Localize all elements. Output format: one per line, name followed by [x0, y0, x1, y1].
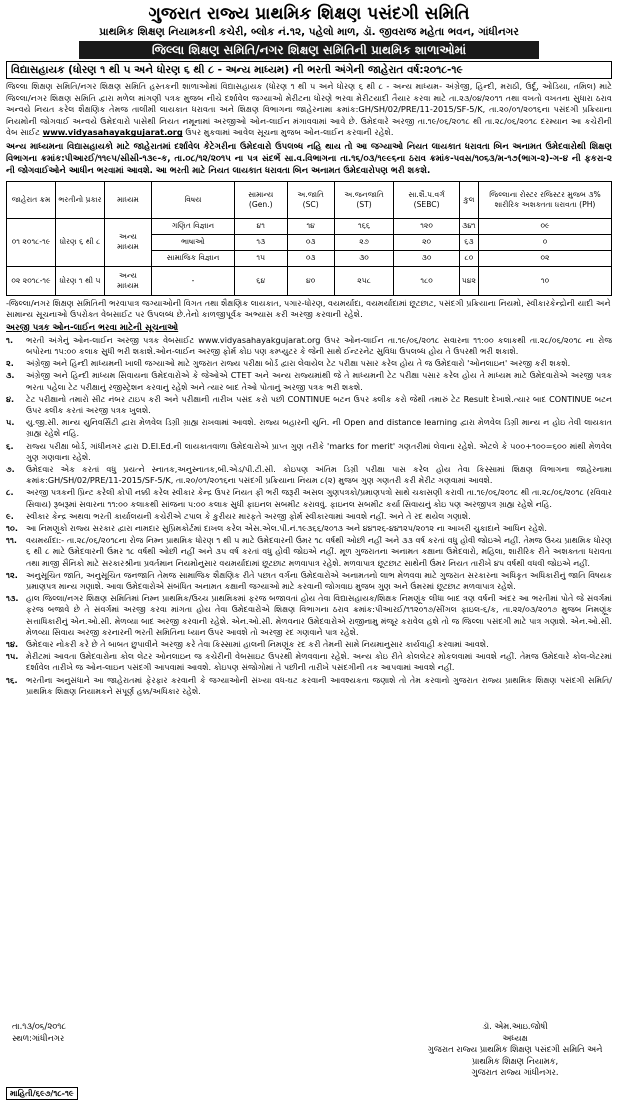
cell-madhyam: અન્ય માધ્યમ [105, 218, 152, 266]
cell-prakar: ધોરણ ૧ થી ૫ [56, 266, 105, 295]
list-item: ૧૬. ભરતીના અનુસંધાને આ જાહેરાતમાં ફેરફાર કરવાની કે જગ્યાઓની સંખ્યા વધ-ઘટ કરવાની આવશ્યકતા જણાશે તો તેમ કરવાનો ગુજરાત રાજ્ય પ્રાથમિક શિક્ષણ પસંદગી સમિતિ/પ્રાથમિક શિક્ષણ નિયામકને સંપૂર્ણ હક્ક/અધિકાર રહેશે. [6, 674, 612, 696]
list-item: ૧૫. મેરીટમાં આવતા ઉમેદવારોના કોલ લેટર ઓનલાઇન જ કચેરીની વેબસાઇટ ઉપરથી મેળવવાના રહેશે. અન્ય કોઇ રીતે કોલલેટર મોકલવામાં આવશે નહીં. તેમજ ઉમેદવારે કોલ-લેટરમાં દર્શાવેલ તારીખે જ ઓન-લાઇન પસંદગી આપવામાં આવશે. કોઇપણ સંજોગોમાં તે પછીની તારીખે પસંદગીની તક આપવામાં આવશે નહીં. [6, 651, 612, 673]
cell-total: ૫૪૨ [459, 266, 478, 295]
list-item: ૧. ભરતી અંગેનું ઓન-લાઈન અરજી પત્રક વેબસાઈટ www.vidyasahayakgujarat.org ઉપર ઓન-લાઈન તા.૧૯/૦૬/૨૦૧૮ સવારના ૧૧:૦૦ કલાકથી તા.૨૮/૦૬/૨૦૧૮ ના રોજ બપોરના ૧૫:૦૦ કલાક સુધી ભરી શકાશે.ઓન-લાઈન અરજી ફોર્મ કોઇ પણ કમ્પ્યુટર કે જેની સાથે ઈન્ટરનેટ સુવિધા ઉપલબ્ધ હોય તે ઉપરથી ભરી શકાશે. [6, 334, 612, 356]
cell-sebc: ૩૦ [394, 250, 459, 266]
cell-prakar: ધોરણ ૬ થી ૮ [56, 218, 105, 266]
col-sc: અ.જાતિ (SC) [287, 181, 334, 218]
col-prakar: ભરતીનો પ્રકાર [56, 181, 105, 218]
cell-sc: ૪૦ [287, 266, 334, 295]
footer-reference: માહિતી/૬૯૭/૧૮-૧૯ [6, 1087, 78, 1100]
general-note: -જિલ્લા/નગર શિક્ષણ સમિતિની ભરવાપાત્ર જગ્યાઓની વિગત તથા શૈક્ષણિક લાયકાત, પગાર-ધોરણ, વયમર્યાદા, વયમર્યાદામાં છૂટછાટ, પસંદગી પ્રક્રિયાના નિયમો, સ્વીકારકેન્દ્રોની યાદી અને સામાન્ય સૂચનાઓ ઉપરોક્ત વેબસાઈટ પર ઉપલબ્ધ છે.તેનો કાળજીપૂર્વક અભ્યાસ કરી અરજી કરવાની રહેશે. [6, 297, 611, 320]
list-item: ૨. અંગ્રેજી અને હિન્દી માધ્યમની ખાલી જગ્યાઓ માટે ગુજરાત રાજ્ય પરીક્ષા બોર્ડ દ્વારા લેવાયેલ ટેટ પરીક્ષા પસાર કરેલ હોય તે જ ઉમેદવારો 'ઓનલાઇન' અરજી કરી શકશે. [6, 358, 571, 369]
cell-total: ૬૩ [459, 234, 478, 250]
cell-subject: સામાજિક વિજ્ઞાન [152, 250, 235, 266]
cell-ph: ૦૯ [479, 218, 612, 234]
col-sebc: સા.શૈ.પ.વર્ગ (SEBC) [394, 181, 459, 218]
list-item: ૪. ટેટ પરીક્ષાનો તમારો સીટ નંબર ટાઇપ કરી અને પરીક્ષાની તારીખ પસંદ કરો પછી CONTINUE બટન ઉપર ક્લીક કરો જેથી તમારું ટેટ Result દેખાશે.ત્યાર બાદ CONTINUE બટન ઉપર ક્લીક કરતાં અરજી પત્રક ખુલશે. [6, 393, 612, 415]
signatory-org: ગુજરાત રાજ્ય પ્રાથમિક શિક્ષણ પસંદગી સમિતિ અને [427, 1044, 603, 1054]
committee-title: ગુજરાત રાજ્ય પ્રાથમિક શિક્ષણ પસંદગી સમિતિ [148, 4, 470, 24]
list-item: ૧૪. ઉમેદવાર નોકરી કરે છે તે બાબત છુપાવીને અરજી કરે તેવા કિસ્સામાં હાલની નિમણૂંક રદ કરી તેમની સામે નિયમાનુસાર કાર્યવાહી કરવામાં આવશે. [6, 639, 489, 650]
cell-sc: ૦૩ [287, 234, 334, 250]
cell-sc: ૧૪ [287, 218, 334, 234]
intro-paragraph: જિલ્લા શિક્ષણ સમિતિ/નગર શિક્ષણ સમિતિ હસ્તકની શાળાઓમાં વિદ્યાસહાયક (ધોરણ ૧ થી ૫ અને ધોરણ ૬ થી ૮ - અન્ય માધ્યમ- અંગ્રેજી, હિન્દી, મરાઠી, ઉર્દૂ, ઓડિયા, તમિલ) માટે જિલ્લા/નગર શિક્ષણ સમિતિ દ્વારા મળેલ માંગણી પત્રક મુજબ નીચે દર્શાવેલ જગ્યાઓ મેરીટના ધોરણે ભરવા મેરીટયાદી તૈયાર કરવા માટે તા.૨૩/૦૪/૨૦૧૧ તથા વખતો વખતના સુધારા ઠરાવ અન્વયે નિયત કરેલ શૈક્ષણિક તેમજ તાલીમી લાયકાત ધરાવતા અને શિક્ષણ વિભાગના જાહેરનામા ક્રમાંક:GH/SH/02/PRE/11-2015/SF-5/K, તા.૨૦/૦૧/૨૦૧૬ના પસંદગી પ્રક્રિયાના નિયમોની જોગવાઈ અન્વયે ઉમેદવારો પાસેથી નિયત નમૂનામાં અરજીઓ ઓન-લાઈન મંગાવવામાં આવે છે. ઉમેદવારે અરજી તા.૧૯/૦૬/૨૦૧૮ થી તા.૨૮/૦૬/૨૦૧૮ દરમ્યાન આ કચેરીની વેબ સાઈટ www.vidyasahayakgujarat.org ઉપર મુકવામાં આવેલ સૂચના મુજબ ઓન-લાઈન કરવાની રહેશે. [6, 81, 612, 138]
cell-kram: ૦૨ ૨૦૧૮-૧૯ [7, 266, 56, 295]
instructions-heading: અરજી પત્રક ઓન-લાઈન ભરવા માટેની સૂચનાઓ [6, 322, 179, 333]
vacancy-table [6, 181, 612, 296]
cell-st: ૧૬૬ [334, 218, 394, 234]
notice-date: તા.૧૩/૦૬/૨૦૧૮ [12, 1021, 66, 1031]
list-item: ૧૩. હાલ જિલ્લા/નગર શિક્ષણ સમિતિમાં નિમ્ન પ્રાથમિક/ઉચ્ચ પ્રાથમિકમાં ફરજ બજાવતાં હોય તેવા વિદ્યાસહાયક/શિક્ષક નિમણૂંક લીધા બાદ ત્રણ વર્ષની અંદર આ ભરતીમાં પોતે જે સંવર્ગમાં ફરજ બજાવે છે તે સંવર્ગમાં અરજી કરવા માંગતા હોય તેવા ઉમેદવારોએ શિક્ષણ વિભાગના ઠરાવ ક્રમાંક:પીઆરઈ/૧૧૨૦૧૭/સીંગલ ફાઇલ-૬/ક, તા.૨૨/૦૩/૨૦૧૭ મુજબ નિમણૂંક સત્તાધિકારીનું એન.ઓ.સી. મેળવ્યા બાદ અરજી કરવાની રહેશે. એન.ઓ.સી. મેળવનાર ઉમેદવારોએ રાજીનામુ મંજૂર કરાવેલ હશે તો જ જિલ્લા પસંદગી માટે પાત્ર ગણાશે. એન.ઓ.સી. મેળવ્યા સિવાય અરજી કરનારની ભરતી સમિતિના ધ્યાન ઉપર આવશે તો અરજી રદ ગણવાને પાત્ર રહેશે. [6, 593, 612, 637]
list-item: ૩. અંગ્રેજી અને હિન્દી માધ્યમ સિવાયના ઉમેદવારોએ કે જેઓએ CTET અને અન્ય રાજ્યમાંથી જે તે માધ્યમની ટેટ પરીક્ષા પસાર કરેલ હોય તે માધ્યમ માટે ઉમેદવારોએ અરજી પત્રક ભરતા પહેલા ટેટ પરીક્ષાનું રજીસ્ટ્રેશન કરવાનું રહેશે અને ત્યાર બાદ તેઓ પોતાનું અરજી પત્રક ભરી શકશે. [6, 370, 612, 392]
advertisement-page [6, 3, 612, 1100]
cell-ph: ૦ [479, 234, 612, 250]
cell-gen: ૬૪ [235, 266, 288, 295]
cell-gen: ૧૫ [235, 250, 288, 266]
col-subject: વિષય [152, 181, 235, 218]
list-item: ૯. સ્વીકાર કેન્દ્ર અથવા ભરતી કાર્યાલયની કચેરીએ ટપાલ કે કુરીયર મારફતે અરજી ફોર્મ સ્વીકારવામાં આવશે નહીં. અને તે રદ થયેલ ગણાશે. [6, 510, 471, 521]
cell-ph: ૦૨ [479, 250, 612, 266]
list-item: ૭. ઉમેદવાર એક કરતાં વધુ પ્રયત્ને સ્નાતક,અનુસ્નાતક,બી.એડ/પી.ટી.સી. કોઇપણ અંતિમ ડિગ્રી પરીક્ષા પાસ કરેલ હોય તેવા કિસ્સામાં શિક્ષણ વિભાગના જાહેરનામા ક્રમાંક:GH/SH/02/PRE/11-2015/SF-5/K, તા.૨૦/૦૧/૨૦૧૬ના પસંદગી પ્રક્રિયાના નિયમ ૮(૨) મુજબ ગુણ ગણતરી કરી મેરીટ ગણવામાં આવશે. [6, 464, 612, 486]
col-st: અ.જનજાતિ (ST) [334, 181, 394, 218]
col-total: કુલ [459, 181, 478, 218]
cell-st: ૨૫૮ [334, 266, 394, 295]
signatory-org: ગુજરાત રાજ્ય ગાંધીનગર. [471, 1067, 559, 1077]
cell-gen: ૧૩ [235, 234, 288, 250]
cell-sebc: ૧૨૦ [394, 218, 459, 234]
instructions-list [6, 335, 612, 697]
table-row [7, 218, 612, 234]
col-madhyam: માધ્યમ [105, 181, 152, 218]
cell-sc: ૦૩ [287, 250, 334, 266]
list-item: ૧૦. આ નિમણૂકો રાજ્ય સરકાર દ્વારા નામદાર સુપ્રિમકોર્ટમાં દાખલ કરેલ એસ.એલ.પી.નં.૧૯૩૬૬/૨૦૧૩ અને ૪૪૧૨૬-૪૪૧૨૫/૨૦૧૨ ના આખરી ચુકાદાને આધિન રહેશે. [6, 523, 547, 534]
col-ph: જિલ્લાના રોસ્ટર રજિસ્ટર મુજબ ૩% શારીરિક અશક્તતા ધરાવતા (PH) [479, 181, 612, 218]
signatory-designation: અધ્યક્ષ [502, 1032, 528, 1043]
cell-st: ૩૦ [334, 250, 394, 266]
post-title: વિદ્યાસહાયક (ધોરણ ૧ થી ૫ અને ધોરણ ૬ થી ૮ - અન્ય માધ્યમ) ની ભરતી અંગેની જાહેરાત વર્ષ:૨૦૧૮-૧૯ [6, 61, 612, 79]
cell-total: ૮૦ [459, 250, 478, 266]
cell-gen: ૪૧ [235, 218, 288, 234]
list-item: ૬. રાજ્ય પરીક્ષા બોર્ડ, ગાંધીનગર દ્વારા D.El.Ed.ની લાયકાતવાળા ઉમેદવારોએ પ્રાપ્ત ગુણ તરીકે 'marks for merit' ગણતરીમાં લેવાના રહેશે. એટલે કે ૫૦૦+૧૦૦=૬૦૦ માંથી મેળવેલ ગુણ ગણવાના રહેશે. [6, 440, 612, 462]
list-item: ૧૧. વયમર્યાદા:- તા.૨૮/૦૬/૨૦૧૮ના રોજ નિમ્ન પ્રાથમિક ધોરણ ૧ થી ૫ માટે ઉમેદવારની ઉંમર ૧૮ વર્ષથી ઓછી નહીં અને ૩૩ વર્ષ કરતાં વધુ હોવી જોઇએ નહીં. તેમજ ઉચ્ચ પ્રાથમિક ધોરણ ૬ થી ૮ માટે ઉમેદવારની ઉંમર ૧૮ વર્ષથી ઓછી નહીં અને ૩૫ વર્ષ કરતાં વધુ હોવી જોઇએ નહીં. મૂળ ગુજરાતના અનામત કક્ષાના ઉમેદવારો, મહિલા, શારીરિક રીતે અશક્તતા ધરાવતા તથા માજી સૈનિકો માટે સરકારશ્રીના પ્રવર્તમાન નિયમોનુસાર વયમર્યાદામાં છૂટછાટ મળવાપાત્ર રહેશે. મળવાપાત્ર છૂટછાટ સાથેની ઉંમર નિયત તારીખે ૪૫ વર્ષથી વધવી જોઇએ નહીં. [6, 535, 612, 568]
list-item: ૫. યુ.જી.સી. માન્ય યુનિવર્સિટી દ્વારા મેળવેલ ડિગ્રી ગ્રાહ્ય રાખવામાં આવશે. રાજ્ય બહારની યુનિ. ની Open and distance learning દ્વારા મેળવેલ ડિગ્રી માન્ય ન હોઇ તેવી લાયકાત ગ્રાહ્ય રહેશે નહિ. [6, 417, 612, 439]
col-kram: જાહેરાત ક્રમ [7, 181, 56, 218]
cell-sebc: ૨૦ [394, 234, 459, 250]
signatory-name: ડૉ. એમ.આઇ.જોષી [482, 1021, 548, 1031]
cell-total: ૩૪૧ [459, 218, 478, 234]
col-gen: સામાન્ય (Gen.) [235, 181, 288, 218]
cell-sebc: ૧૮૦ [394, 266, 459, 295]
cell-subject: - [152, 266, 235, 295]
cell-st: ૨૭ [334, 234, 394, 250]
website-link[interactable]: www.vidyasahayakgujarat.org [42, 127, 183, 138]
cell-subject: ગણિત વિજ્ઞાન [152, 218, 235, 234]
cell-ph: ૧૦ [479, 266, 612, 295]
cell-kram: ૦૧ ૨૦૧૮-૧૯ [7, 218, 56, 266]
list-item: ૧૨. અનુસૂચિત જાતિ, અનુસૂચિત જનજાતિ તેમજ સામાજિક શૈક્ષણિક રીતે પછાત વર્ગના ઉમેદવારોએ અનામતનો લાભ મેળવવા માટે ગુજરાત સરકારના અધિકૃત અધિકારીનું જાતિ વિષયક પ્રમાણપત્ર માન્ય ગણાશે. આવા ઉમેદવારોએ સંબંધિત અનામત કક્ષાની જગ્યાઓ માટે કરવાની જોગવાઇ મુજબ ગુણ અને ઉંમરમાં છૂટછાટ મળવાપાત્ર રહેશે. [6, 569, 612, 592]
table-row [7, 266, 612, 295]
cell-madhyam: અન્ય માધ્યમ [105, 266, 152, 295]
other-medium-paragraph: અન્ય માધ્યમના વિદ્યાસહાયકો માટે જાહેરાતમાં દર્શાવેલ કેટેગરીના ઉમેદવારો ઉપલબ્ધ નહિ થાય તો આ જગ્યાઓ નિયત લાયકાત ધરાવતા બિન અનામત ઉમેદવારોથી શિક્ષણ વિભાગના ક્રમાંક:પીઆરઈ/૧૧૯૫/સીસી-૧૩૯-ક, તા.૦૮/૧૨/૨૦૧૫ ના પત્ર સંદર્ભે સા.વ.વિભાગના તા.૧૬/૦૩/૧૯૯૬ના ઠરાવ ક્રમાંક-પવસ/૧૦૬૩/મ-૧૭(ભાગ-૨)-ગ-૪ ની ફકરા-૨ ની જોગવાઈઓને આધીન ભરવામાં આવશે. આ ભરતી માટે નિયત લાયકાત ધરાવતા બિન અનામત ઉમેદવારોપણ ભરી શકશે. [6, 141, 612, 176]
signatory-org: પ્રાથમિક શિક્ષણ નિયામક, [471, 1055, 559, 1066]
cell-subject: ભાષાઓ [152, 234, 235, 250]
office-address: પ્રાથમિક શિક્ષણ નિયામકની કચેરી, બ્લોક નં.૧૨, પહેલો માળ, ડૉ. જીવરાજ મહેતા ભવન, ગાંધીનગર [99, 26, 519, 38]
section-band: જિલ્લા શિક્ષણ સમિતિ/નગર શિક્ષણ સમિતિની પ્રાથમિક શાળાઓમાં [79, 41, 539, 59]
notice-place: સ્થળ:ગાંધીનગર [12, 1032, 65, 1043]
list-item: ૮. અરજી પત્રકની પ્રિન્ટ કરેલી કોપી નક્કી કરેલ સ્વીકાર કેન્દ્ર ઉપર નિયત ફી ભરી જરૂરી અસલ ગુણપત્રકો/પ્રમાણપત્રો સાથે ચકાસણી કરાવી તા.૧૯/૦૬/૨૦૧૮ થી તા.૨૮/૦૬/૨૦૧૮ (રવિવાર સિવાય) રૂબરૂમાં સવારના ૧૧:૦૦ કલાકથી સાંજના ૫:૦૦ કલાક સુધી ફાઇનલ સબમીટ કરાવવું. ફાઇનલ સબમીટ કર્યા સિવાયનું કોઇ પણ અરજીપત્ર ગ્રાહ્ય રહેશે નહિ. [6, 487, 612, 509]
